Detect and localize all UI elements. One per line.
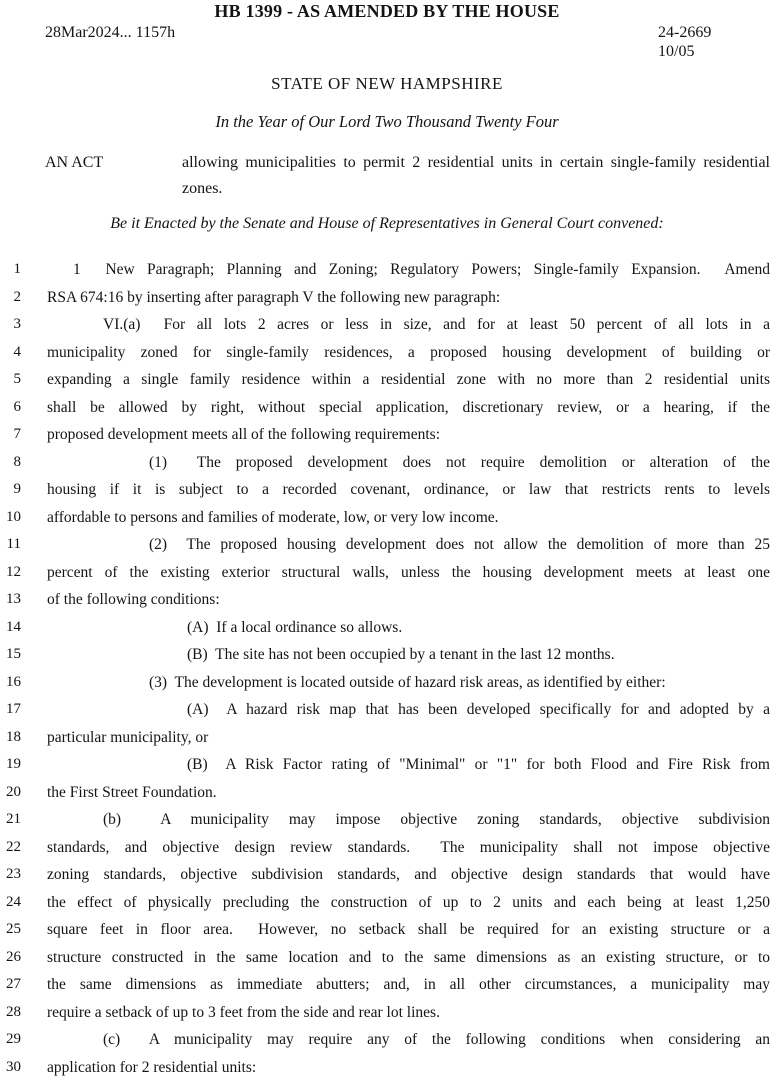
line-number: 25 xyxy=(6,921,21,937)
line-text: standards, and objective design review standards. The municipality shall not impose objective xyxy=(47,838,770,856)
line-text: VI.(a) For all lots 2 acres or less in size, and for at least 50 percent of all lots in a xyxy=(103,316,770,333)
line-number: 23 xyxy=(6,866,21,882)
bill-code-line-1: 24-2669 xyxy=(658,24,712,41)
line-number: 2 xyxy=(13,288,21,305)
bill-line xyxy=(0,311,774,339)
line-number: 21 xyxy=(6,811,21,827)
line-text: application for 2 residential units: xyxy=(47,1058,257,1076)
line-number: 18 xyxy=(6,728,21,745)
line-text: square feet in floor area. However, no setback shall be required for an existing structure or a xyxy=(47,921,770,938)
bill-line xyxy=(0,724,774,752)
bill-line xyxy=(0,531,774,559)
line-number: 8 xyxy=(13,453,21,470)
line-number: 28 xyxy=(6,1003,21,1020)
line-text: zoning standards, objective subdivision standards, and objective design standards that would have xyxy=(47,866,770,883)
line-number: 9 xyxy=(13,481,21,497)
line-text: (A) If a local ordinance so allows. xyxy=(187,618,403,636)
line-text: of the following conditions: xyxy=(47,591,220,608)
line-number: 12 xyxy=(6,563,21,580)
line-number: 5 xyxy=(13,371,21,387)
bill-line xyxy=(0,641,774,669)
bill-line xyxy=(0,449,774,477)
line-text: shall be allowed by right, without special application, discretionary review, or a hearing, if the xyxy=(47,398,770,416)
line-text: RSA 674:16 by inserting after paragraph V the following new paragraph: xyxy=(47,288,501,306)
bill-line xyxy=(0,559,774,587)
line-number: 10 xyxy=(6,508,21,525)
line-text: percent of the existing exterior structural walls, unless the housing development meets at least one xyxy=(47,563,770,581)
an-act-label: AN ACT xyxy=(45,154,104,171)
bill-line xyxy=(0,284,774,312)
line-text: (B) The site has not been occupied by a tenant in the last 12 months. xyxy=(187,646,615,663)
bill-title: HB 1399 - AS AMENDED BY THE HOUSE xyxy=(214,1,560,21)
line-number: 20 xyxy=(6,783,21,800)
bill-body xyxy=(0,256,774,1080)
line-text: (A) A hazard risk map that has been developed specifically for and adopted by a xyxy=(187,701,770,718)
bill-line xyxy=(0,421,774,449)
line-number: 15 xyxy=(6,646,21,662)
line-number: 3 xyxy=(13,316,21,332)
line-number: 13 xyxy=(6,591,21,607)
line-text: (3) The development is located outside of hazard risk areas, as identified by either: xyxy=(149,673,666,691)
bill-line xyxy=(0,861,774,889)
line-text: (2) The proposed housing development does not allow the demolition of more than 25 xyxy=(149,536,770,553)
bill-line xyxy=(0,1026,774,1054)
header-meta-row xyxy=(0,23,774,61)
bill-line xyxy=(0,999,774,1027)
bill-line xyxy=(0,669,774,697)
bill-line xyxy=(0,971,774,999)
bill-line xyxy=(0,366,774,394)
line-number: 27 xyxy=(6,976,21,992)
line-text: the First Street Foundation. xyxy=(47,783,217,801)
line-number: 14 xyxy=(6,618,21,635)
line-number: 4 xyxy=(13,343,21,360)
line-number: 24 xyxy=(6,893,21,910)
line-text: municipality zoned for single-family residences, a proposed housing development of building or xyxy=(47,343,770,361)
bill-line xyxy=(0,806,774,834)
line-number: 6 xyxy=(13,398,21,415)
bill-line xyxy=(0,1054,774,1080)
an-act-block xyxy=(0,150,774,202)
bill-line xyxy=(0,916,774,944)
line-number: 30 xyxy=(6,1058,21,1075)
bill-line xyxy=(0,751,774,779)
line-text: 1 New Paragraph; Planning and Zoning; Regulatory Powers; Single-family Expansion. Amend xyxy=(73,261,770,278)
line-text: particular municipality, or xyxy=(47,728,209,746)
line-number: 29 xyxy=(6,1031,21,1047)
line-text: expanding a single family residence within a residential zone with no more than 2 residential units xyxy=(47,371,770,388)
bill-line xyxy=(0,394,774,422)
bill-line xyxy=(0,779,774,807)
line-text: structure constructed in the same location and to the same dimensions as an existing structure, or to xyxy=(47,948,770,966)
line-number: 16 xyxy=(6,673,21,690)
an-act-text: allowing municipalities to permit 2 residential units in certain single-family residential zones. xyxy=(182,154,770,197)
bill-line xyxy=(0,256,774,284)
line-text: housing if it is subject to a recorded covenant, ordinance, or law that restricts rents to levels xyxy=(47,481,770,498)
bill-line xyxy=(0,504,774,532)
line-text: require a setback of up to 3 feet from the side and rear lot lines. xyxy=(47,1003,440,1021)
line-number: 19 xyxy=(6,756,21,772)
bill-code-line-2: 10/05 xyxy=(658,43,695,60)
line-text: affordable to persons and families of moderate, low, or very low income. xyxy=(47,508,499,526)
bill-line xyxy=(0,339,774,367)
line-text: (1) The proposed development does not require demolition or alteration of the xyxy=(149,453,770,471)
line-number: 26 xyxy=(6,948,21,965)
line-number: 22 xyxy=(6,838,21,855)
state-heading: STATE OF NEW HAMPSHIRE xyxy=(271,74,503,93)
year-line: In the Year of Our Lord Two Thousand Twenty Four xyxy=(215,112,559,131)
line-text: (B) A Risk Factor rating of "Minimal" or "1" for both Flood and Fire Risk from xyxy=(187,756,770,773)
line-number: 1 xyxy=(13,261,21,277)
bill-line xyxy=(0,696,774,724)
line-text: the effect of physically precluding the construction of up to 2 units and each being at least 1,250 xyxy=(47,893,770,911)
bill-line xyxy=(0,944,774,972)
line-number: 17 xyxy=(6,701,21,717)
line-number: 7 xyxy=(13,426,21,442)
enacting-clause: Be it Enacted by the Senate and House of Representatives in General Court convened: xyxy=(110,215,664,232)
bill-line xyxy=(0,476,774,504)
bill-line xyxy=(0,586,774,614)
bill-line xyxy=(0,889,774,917)
line-text: the same dimensions as immediate abutters; and, in all other circumstances, a municipality may xyxy=(47,976,770,993)
bill-line xyxy=(0,834,774,862)
line-text: (b) A municipality may impose objective zoning standards, objective subdivision xyxy=(103,811,770,828)
amendment-date-stamp: 28Mar2024... 1157h xyxy=(45,24,176,41)
line-number: 11 xyxy=(6,536,21,552)
line-text: (c) A municipality may require any of the following conditions when considering an xyxy=(103,1031,770,1048)
bill-line xyxy=(0,614,774,642)
bill-code-block xyxy=(658,23,711,61)
line-text: proposed development meets all of the following requirements: xyxy=(47,426,440,443)
